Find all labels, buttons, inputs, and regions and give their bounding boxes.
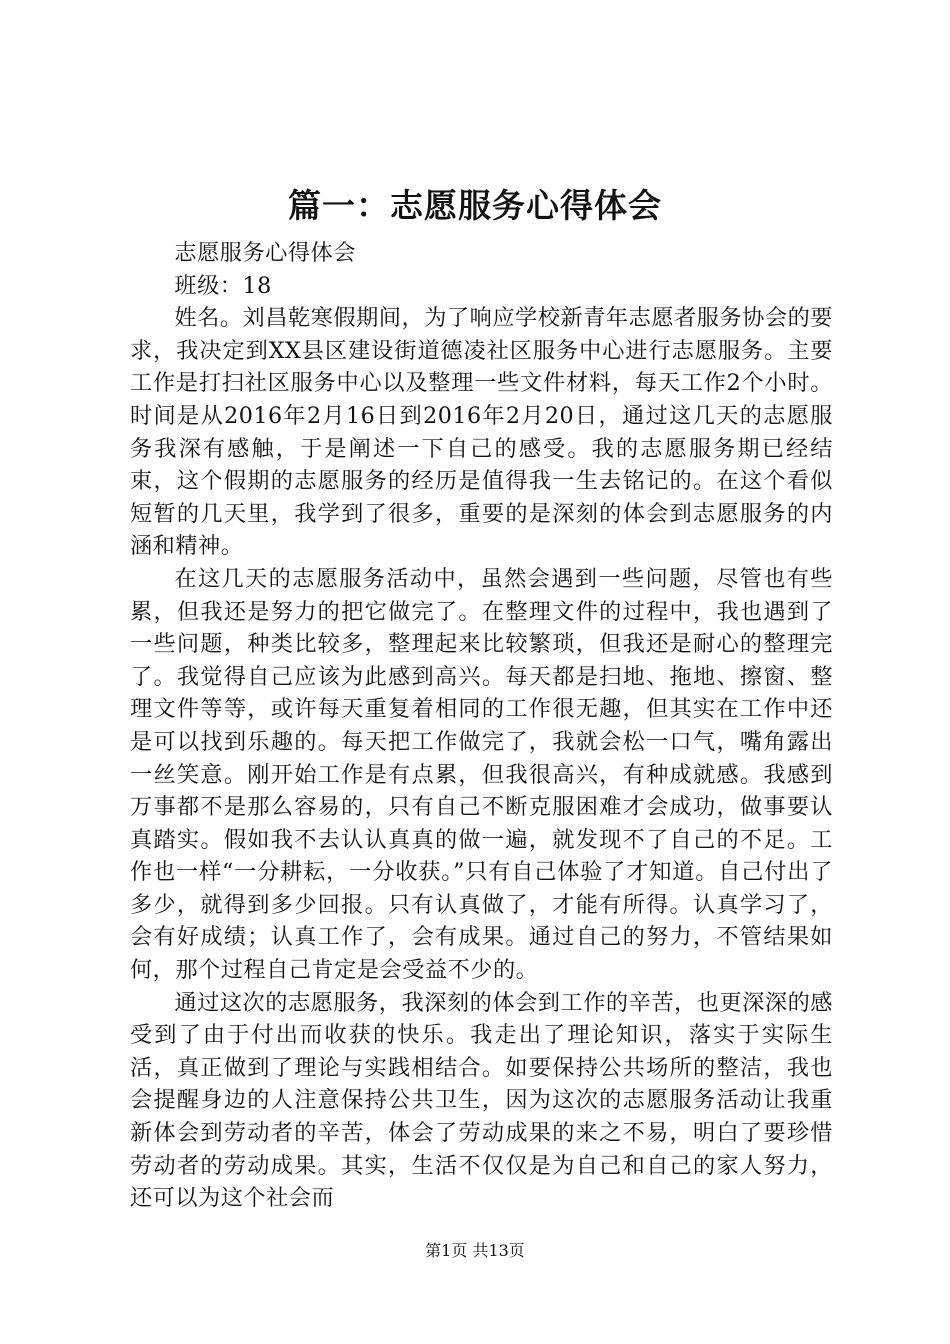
- body-class-line: 班级：18: [174, 272, 272, 299]
- body-paragraph: 在这几天的志愿服务活动中，虽然会遇到一些问题，尽管也有些累，但我还是努力的把它做完了。在整理文件的过程中，我也遇到了一些问题，种类比较多，整理起来比较繁琐，但我还是耐心的整理完了。我觉得自己应该为此感到高兴。每天都是扫地、拖地、擦窗、整理文件等等，或许每天重复着相同的工作很无趣，但其实在工作中还是可以找到乐趣的。每天把工作做完了，我就会松一口气，嘴角露出一丝笑意。刚开始工作是有点累，但我很高兴，有种成就感。我感到万事都不是那么容易的，只有自己不断克服困难才会成功，做事要认真踏实。假如我不去认认真真的做一遍，就发现不了自己的不足。工作也一样“一分耕耘，一分收获。”只有自己体验了才知道。自己付出了多少，就得到多少回报。只有认真做了，才能有所得。认真学习了，会有好成绩；认真工作了，会有成果。通过自己的努力，不管结果如何，那个过程自己肯定是会受益不少的。: [130, 565, 833, 984]
- document-body: [130, 237, 833, 1215]
- body-paragraph: 姓名。刘昌乾寒假期间，为了响应学校新青年志愿者服务协会的要求，我决定到XX县区建设街道德凌社区服务中心进行志愿服务。主要工作是打扫社区服务中心以及整理一些文件材料，每天工作2个小时。时间是从2016年2月16日到2016年2月20日，通过这几天的志愿服务我深有感触，于是阐述一下自己的感受。我的志愿服务期已经结束，这个假期的志愿服务的经历是值得我一生去铭记的。在这个看似短暂的几天里，我学到了很多，重要的是深刻的体会到志愿服务的内涵和精神。: [130, 305, 833, 560]
- page-indicator: 第1页 共13页: [425, 1241, 525, 1260]
- body-subtitle: 志愿服务心得体会: [174, 240, 356, 266]
- body-paragraph: 通过这次的志愿服务，我深刻的体会到工作的辛苦，也更深深的感受到了由于付出而收获的快乐。我走出了理论知识，落实于实际生活，真正做到了理论与实践相结合。如要保持公共场所的整洁，我也会提醒身边的人注意保持公共卫生，因为这次的志愿服务活动让我重新体会到劳动者的辛苦，体会了劳动成果的来之不易，明白了要珍惜劳动者的劳动成果。其实，生活不仅仅是为自己和自己的家人努力，还可以为这个社会而: [130, 989, 833, 1212]
- document-title: 篇一：志愿服务心得体会: [288, 186, 662, 225]
- page-footer: [0, 1240, 950, 1262]
